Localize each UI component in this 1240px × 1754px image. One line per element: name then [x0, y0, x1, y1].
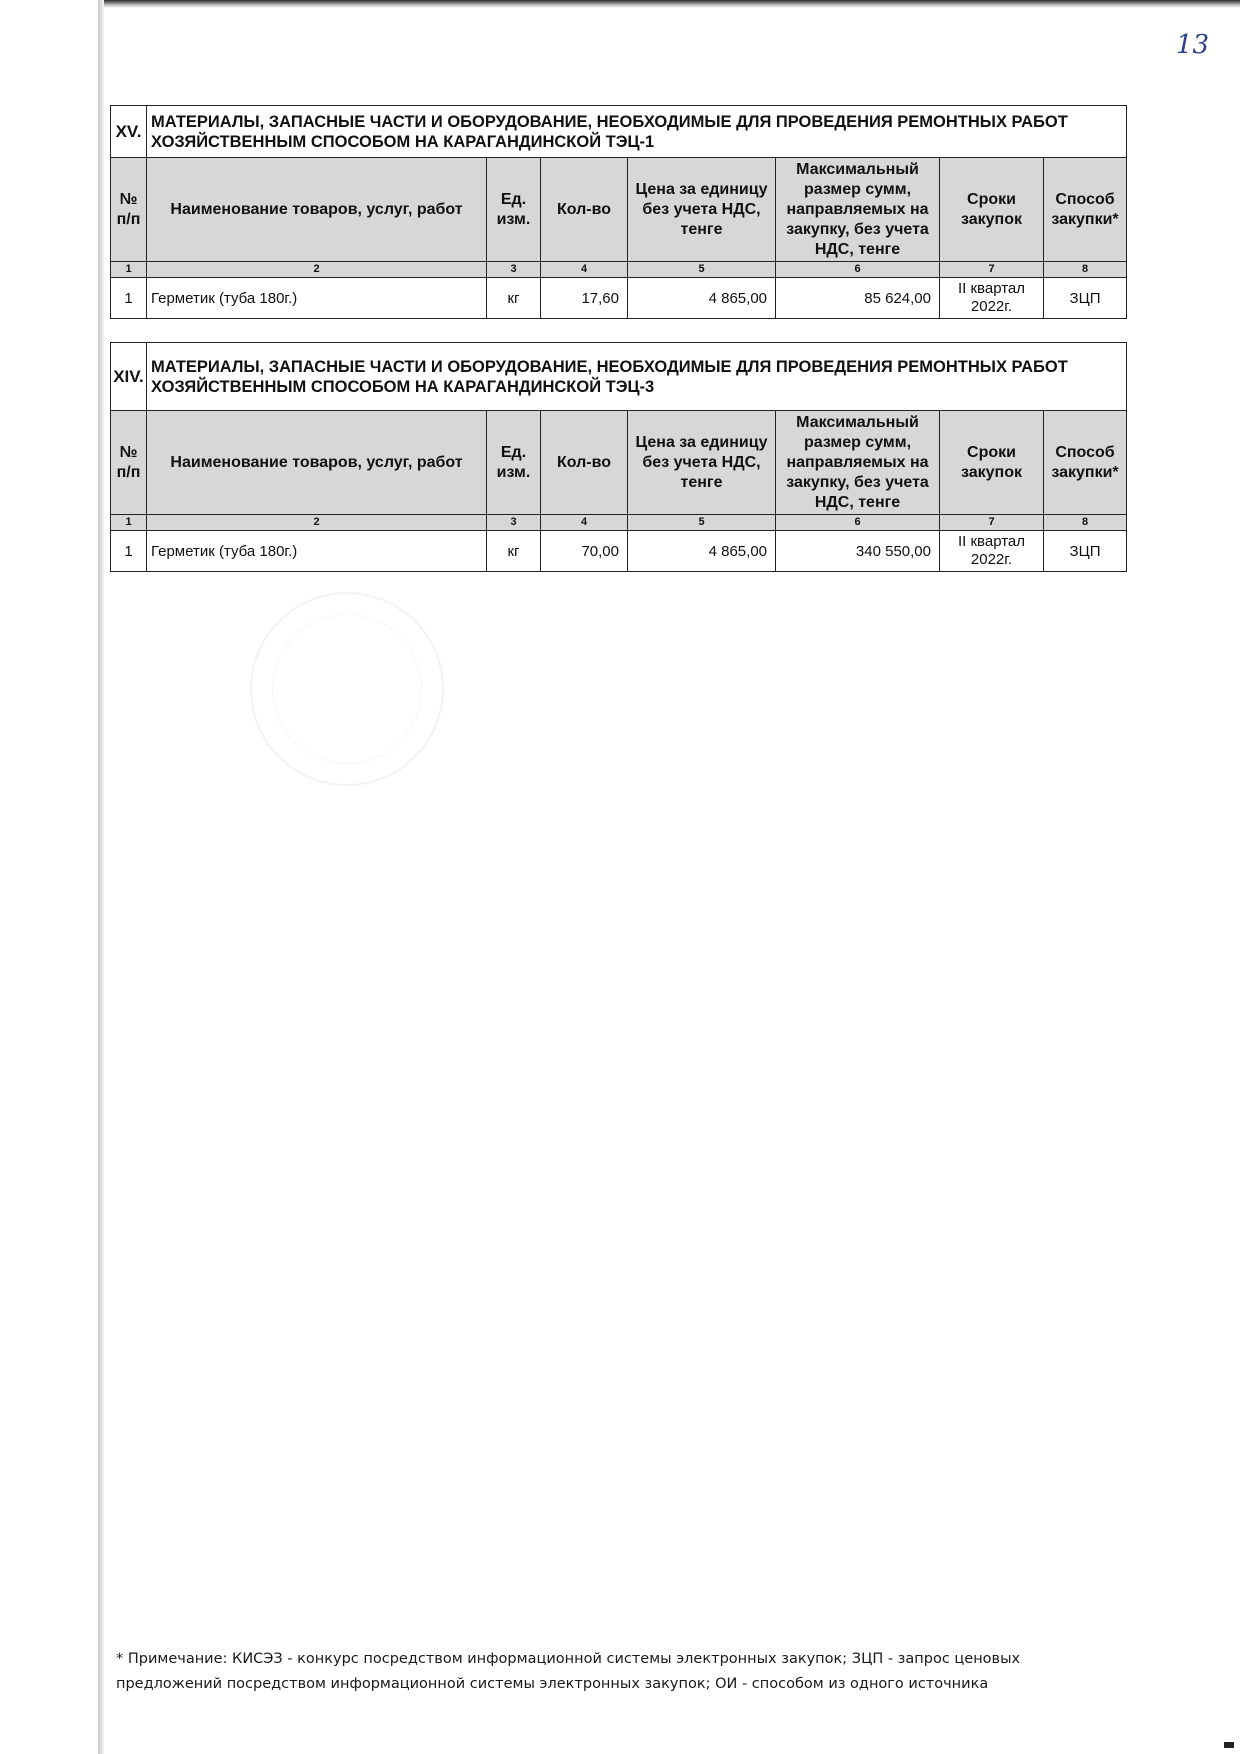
cell-unit: кг — [487, 531, 541, 572]
col-header-unit: Ед. изм. — [487, 411, 541, 515]
col-header-max-sum: Максимальный размер сумм, направляемых на закупку, без учета НДС, тенге — [776, 411, 940, 515]
col-header-price: Цена за единицу без учета НДС, тенге — [628, 411, 776, 515]
col-index: 2 — [147, 515, 487, 531]
table-row — [111, 278, 1127, 319]
cell-terms: II квартал 2022г. — [940, 531, 1044, 572]
cell-max-sum: 340 550,00 — [776, 531, 940, 572]
faded-seal-stamp — [250, 592, 444, 786]
section-title: МАТЕРИАЛЫ, ЗАПАСНЫЕ ЧАСТИ И ОБОРУДОВАНИЕ, НЕОБХОДИМЫЕ ДЛЯ ПРОВЕДЕНИЯ РЕМОНТНЫХ РАБОТ ХОЗЯЙСТВЕННЫМ СПОСОБОМ НА КАРАГАНДИНСКОЙ ТЭЦ-3 — [147, 343, 1127, 411]
cell-price: 4 865,00 — [628, 531, 776, 572]
col-header-terms: Сроки закупок — [940, 411, 1044, 515]
scan-edge-top — [98, 0, 1240, 8]
col-index: 4 — [541, 262, 628, 278]
cell-method: ЗЦП — [1044, 531, 1127, 572]
col-header-price: Цена за единицу без учета НДС, тенге — [628, 158, 776, 262]
footnote: * Примечание: КИСЭЗ - конкурс посредством информационной системы электронных закупок; ЗЦП - запрос ценовых предложений посредством информационной системы электронных закупок; ОИ - способом из одного источника — [116, 1651, 1021, 1692]
section-tec3 — [110, 342, 1126, 572]
col-header-terms: Сроки закупок — [940, 158, 1044, 262]
procurement-table-tec1 — [110, 105, 1127, 319]
col-header-qty: Кол-во — [541, 411, 628, 515]
col-header-method: Способ закупки* — [1044, 411, 1127, 515]
col-index: 6 — [776, 515, 940, 531]
column-index-row — [111, 262, 1127, 278]
cell-price: 4 865,00 — [628, 278, 776, 319]
col-header-name: Наименование товаров, услуг, работ — [147, 411, 487, 515]
col-header-method: Способ закупки* — [1044, 158, 1127, 262]
col-index: 3 — [487, 262, 541, 278]
section-number: XV. — [111, 106, 147, 158]
col-index: 3 — [487, 515, 541, 531]
col-index: 2 — [147, 262, 487, 278]
cell-num: 1 — [111, 531, 147, 572]
col-header-qty: Кол-во — [541, 158, 628, 262]
section-tec1 — [110, 105, 1126, 319]
scan-edge-left — [98, 0, 104, 1754]
page-number: 13 — [1176, 30, 1210, 60]
cell-terms: II квартал 2022г. — [940, 278, 1044, 319]
col-header-max-sum: Максимальный размер сумм, направляемых на закупку, без учета НДС, тенге — [776, 158, 940, 262]
col-header-unit: Ед. изм. — [487, 158, 541, 262]
table-header-row — [111, 411, 1127, 515]
table-header-row — [111, 158, 1127, 262]
col-index: 1 — [111, 515, 147, 531]
scan-corner-mark — [1224, 1742, 1234, 1748]
section-number: XIV. — [111, 343, 147, 411]
cell-max-sum: 85 624,00 — [776, 278, 940, 319]
cell-unit: кг — [487, 278, 541, 319]
col-index: 7 — [940, 515, 1044, 531]
col-index: 5 — [628, 515, 776, 531]
col-index: 5 — [628, 262, 776, 278]
col-header-num: № п/п — [111, 158, 147, 262]
cell-name: Герметик (туба 180г.) — [147, 278, 487, 319]
col-index: 1 — [111, 262, 147, 278]
col-index: 8 — [1044, 515, 1127, 531]
cell-method: ЗЦП — [1044, 278, 1127, 319]
col-index: 8 — [1044, 262, 1127, 278]
col-index: 7 — [940, 262, 1044, 278]
table-row — [111, 531, 1127, 572]
cell-name: Герметик (туба 180г.) — [147, 531, 487, 572]
col-index: 4 — [541, 515, 628, 531]
cell-qty: 70,00 — [541, 531, 628, 572]
col-index: 6 — [776, 262, 940, 278]
col-header-name: Наименование товаров, услуг, работ — [147, 158, 487, 262]
col-header-num: № п/п — [111, 411, 147, 515]
cell-qty: 17,60 — [541, 278, 628, 319]
cell-num: 1 — [111, 278, 147, 319]
section-title: МАТЕРИАЛЫ, ЗАПАСНЫЕ ЧАСТИ И ОБОРУДОВАНИЕ, НЕОБХОДИМЫЕ ДЛЯ ПРОВЕДЕНИЯ РЕМОНТНЫХ РАБОТ ХОЗЯЙСТВЕННЫМ СПОСОБОМ НА КАРАГАНДИНСКОЙ ТЭЦ-1 — [147, 106, 1127, 158]
column-index-row — [111, 515, 1127, 531]
procurement-table-tec3 — [110, 342, 1127, 572]
